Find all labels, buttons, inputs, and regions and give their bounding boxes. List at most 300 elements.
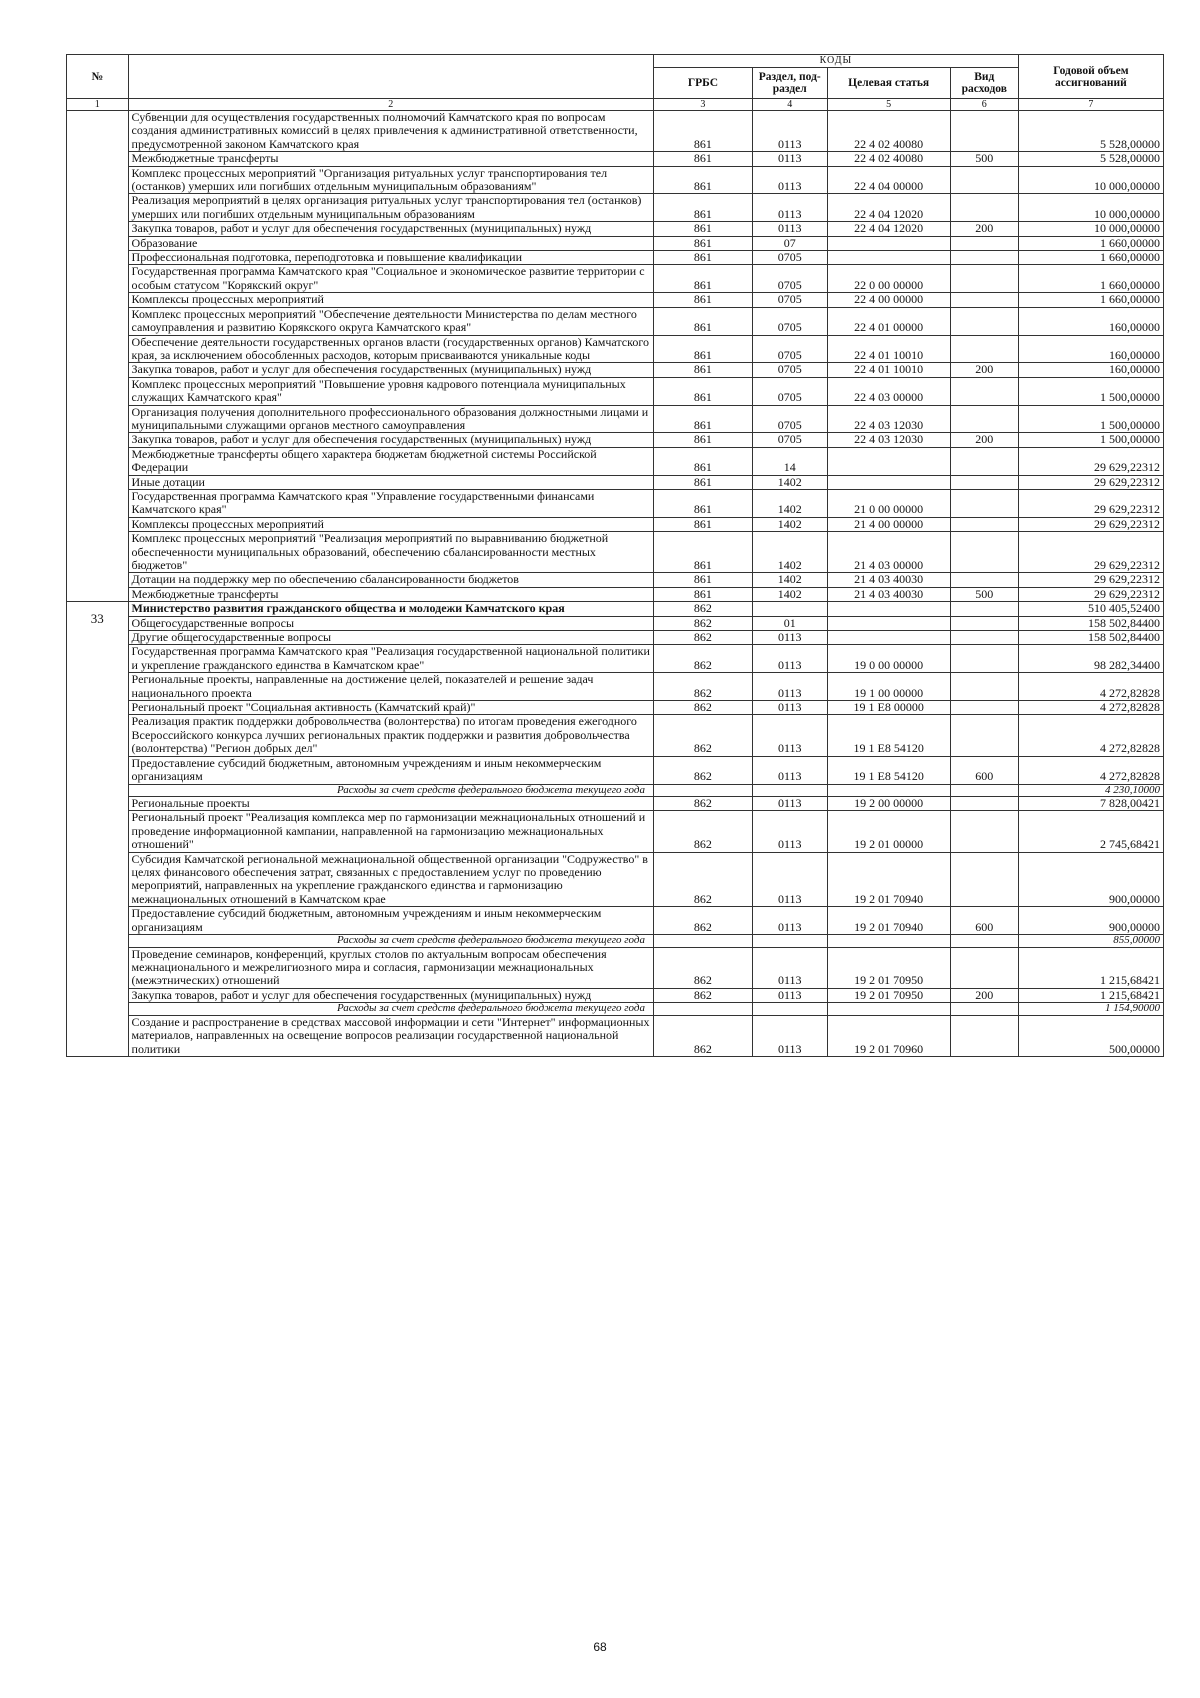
table-row <box>67 907 1164 935</box>
row-razdel: 0113 <box>752 756 827 784</box>
row-grbs: 861 <box>653 307 752 335</box>
row-celevaya-statya <box>827 784 950 797</box>
row-name: Межбюджетные трансферты общего характера бюджетам бюджетной системы Российской Федерации <box>128 447 653 475</box>
row-vid-rashodov <box>950 784 1018 797</box>
row-vid-rashodov: 200 <box>950 988 1018 1002</box>
row-sum: 1 154,90000 <box>1018 1003 1163 1016</box>
row-grbs: 862 <box>653 616 752 630</box>
row-grbs: 861 <box>653 532 752 573</box>
row-name: Комплексы процессных мероприятий <box>128 293 653 307</box>
row-grbs: 861 <box>653 489 752 517</box>
row-sum: 158 502,84400 <box>1018 616 1163 630</box>
row-vid-rashodov <box>950 616 1018 630</box>
row-vid-rashodov <box>950 194 1018 222</box>
note-row <box>67 1003 1164 1016</box>
table-row <box>67 602 1164 616</box>
table-row <box>67 988 1164 1002</box>
header-name <box>128 55 653 99</box>
row-celevaya-statya: 22 4 02 40080 <box>827 152 950 166</box>
row-razdel: 0113 <box>752 811 827 852</box>
row-vid-rashodov <box>950 489 1018 517</box>
row-name: Комплекс процессных мероприятий "Реализация мероприятий по выравниванию бюджетной обеспеченности муниципальных образований, обеспечению сбалансированности местных бюджетов" <box>128 532 653 573</box>
row-grbs: 861 <box>653 335 752 363</box>
row-razdel <box>752 602 827 616</box>
header-idx-1: 1 <box>67 99 129 111</box>
row-razdel: 1402 <box>752 532 827 573</box>
row-celevaya-statya <box>827 935 950 948</box>
header-num: № <box>67 55 129 99</box>
row-grbs: 861 <box>653 363 752 377</box>
row-sum: 5 528,00000 <box>1018 111 1163 152</box>
row-sum: 1 660,00000 <box>1018 265 1163 293</box>
row-grbs: 862 <box>653 852 752 907</box>
row-celevaya-statya: 19 2 01 70960 <box>827 1015 950 1056</box>
row-vid-rashodov <box>950 1003 1018 1016</box>
row-grbs: 861 <box>653 433 752 447</box>
row-name: Другие общегосударственные вопросы <box>128 631 653 645</box>
row-name: Региональные проекты, направленные на достижение целей, показателей и решение задач национального проекта <box>128 673 653 701</box>
table-row <box>67 797 1164 811</box>
row-celevaya-statya: 19 2 01 00000 <box>827 811 950 852</box>
row-name: Предоставление субсидий бюджетным, автономным учреждениям и иным некоммерческим организациям <box>128 907 653 935</box>
row-razdel: 0113 <box>752 194 827 222</box>
row-sum: 4 272,82828 <box>1018 756 1163 784</box>
table-row <box>67 673 1164 701</box>
row-grbs: 861 <box>653 573 752 587</box>
row-celevaya-statya: 19 2 01 70950 <box>827 947 950 988</box>
table-row <box>67 715 1164 756</box>
row-razdel: 0113 <box>752 988 827 1002</box>
row-vid-rashodov: 200 <box>950 433 1018 447</box>
row-name: Государственная программа Камчатского края "Социальное и экономическое развитие территории с особым статусом "Корякский округ" <box>128 265 653 293</box>
row-razdel: 01 <box>752 616 827 630</box>
row-razdel: 0113 <box>752 797 827 811</box>
row-razdel: 0113 <box>752 907 827 935</box>
header-idx-7: 7 <box>1018 99 1163 111</box>
row-razdel: 0705 <box>752 251 827 265</box>
budget-table-page <box>66 54 1164 1057</box>
row-vid-rashodov: 600 <box>950 756 1018 784</box>
row-celevaya-statya <box>827 236 950 250</box>
header-celevaya: Целевая статья <box>827 68 950 99</box>
row-name: Субсидия Камчатской региональной межнациональной общественной организации "Содружество" в целях финансового обеспечения затрат, связанных с предоставлением услуг по проведению мероприятий, направленных на укрепление гражданского единства и гармонизацию межнациональных отношений в Камчатском крае <box>128 852 653 907</box>
row-name: Расходы за счет средств федерального бюджета текущего года <box>128 784 653 797</box>
row-celevaya-statya: 19 2 00 00000 <box>827 797 950 811</box>
row-razdel: 0113 <box>752 1015 827 1056</box>
row-razdel: 0705 <box>752 363 827 377</box>
table-row <box>67 335 1164 363</box>
row-celevaya-statya: 19 2 01 70940 <box>827 907 950 935</box>
row-celevaya-statya <box>827 475 950 489</box>
row-razdel: 14 <box>752 447 827 475</box>
row-vid-rashodov <box>950 265 1018 293</box>
row-vid-rashodov: 500 <box>950 587 1018 601</box>
row-name: Создание и распространение в средствах массовой информации и сети "Интернет" информационных материалов, направленных на освещение вопросов реализации государственной национальной политики <box>128 1015 653 1056</box>
row-vid-rashodov <box>950 701 1018 715</box>
row-razdel: 0113 <box>752 715 827 756</box>
table-row <box>67 532 1164 573</box>
row-sum: 98 282,34400 <box>1018 645 1163 673</box>
table-row <box>67 517 1164 531</box>
row-celevaya-statya: 21 4 00 00000 <box>827 517 950 531</box>
row-celevaya-statya: 22 4 03 12030 <box>827 433 950 447</box>
row-vid-rashodov: 600 <box>950 907 1018 935</box>
row-name: Государственная программа Камчатского края "Реализация государственной национальной политики и укрепление гражданского единства в Камчатском крае" <box>128 645 653 673</box>
row-grbs: 862 <box>653 602 752 616</box>
row-celevaya-statya <box>827 631 950 645</box>
row-celevaya-statya <box>827 616 950 630</box>
row-razdel: 0705 <box>752 433 827 447</box>
row-sum: 29 629,22312 <box>1018 573 1163 587</box>
row-celevaya-statya: 22 4 03 00000 <box>827 377 950 405</box>
row-grbs: 861 <box>653 405 752 433</box>
row-vid-rashodov <box>950 935 1018 948</box>
row-grbs: 861 <box>653 587 752 601</box>
row-razdel: 1402 <box>752 489 827 517</box>
row-celevaya-statya: 21 4 03 40030 <box>827 587 950 601</box>
row-name: Комплекс процессных мероприятий "Повышение уровня кадрового потенциала муниципальных служащих Камчатского края" <box>128 377 653 405</box>
row-sum: 4 272,82828 <box>1018 701 1163 715</box>
table-row <box>67 405 1164 433</box>
row-name: Комплексы процессных мероприятий <box>128 517 653 531</box>
row-grbs: 861 <box>653 166 752 194</box>
row-vid-rashodov: 200 <box>950 363 1018 377</box>
table-row <box>67 947 1164 988</box>
row-name: Реализация мероприятий в целях организация ритуальных услуг транспортирования тел (останков) умерших или погибших отдельным муниципальным образованиям <box>128 194 653 222</box>
row-vid-rashodov <box>950 645 1018 673</box>
row-name: Субвенции для осуществления государственных полномочий Камчатского края по вопросам создания административных комиссий в целях привлечения к административной ответственности, предусмотренной законом Камчатского края <box>128 111 653 152</box>
row-vid-rashodov <box>950 293 1018 307</box>
table-body <box>67 111 1164 1057</box>
row-sum: 510 405,52400 <box>1018 602 1163 616</box>
table-row <box>67 433 1164 447</box>
row-razdel: 0113 <box>752 852 827 907</box>
row-sum: 29 629,22312 <box>1018 475 1163 489</box>
table-row <box>67 616 1164 630</box>
table-row <box>67 152 1164 166</box>
row-celevaya-statya: 21 4 03 00000 <box>827 532 950 573</box>
note-row <box>67 784 1164 797</box>
row-grbs: 861 <box>653 152 752 166</box>
row-vid-rashodov <box>950 335 1018 363</box>
row-sum: 500,00000 <box>1018 1015 1163 1056</box>
row-razdel: 1402 <box>752 573 827 587</box>
row-celevaya-statya <box>827 447 950 475</box>
row-grbs: 862 <box>653 797 752 811</box>
row-razdel: 0113 <box>752 631 827 645</box>
row-grbs: 861 <box>653 111 752 152</box>
table-row <box>67 251 1164 265</box>
row-vid-rashodov <box>950 631 1018 645</box>
row-grbs: 862 <box>653 907 752 935</box>
row-vid-rashodov <box>950 852 1018 907</box>
section-number: 33 <box>67 602 129 1057</box>
row-celevaya-statya: 19 1 E8 54120 <box>827 715 950 756</box>
row-name: Расходы за счет средств федерального бюджета текущего года <box>128 935 653 948</box>
row-name: Межбюджетные трансферты <box>128 152 653 166</box>
section-number-cell <box>67 111 129 602</box>
row-celevaya-statya: 22 4 01 00000 <box>827 307 950 335</box>
row-name: Иные дотации <box>128 475 653 489</box>
row-vid-rashodov <box>950 447 1018 475</box>
table-header <box>67 55 1164 111</box>
row-razdel: 0705 <box>752 405 827 433</box>
row-name: Закупка товаров, работ и услуг для обеспечения государственных (муниципальных) нужд <box>128 363 653 377</box>
row-celevaya-statya: 22 0 00 00000 <box>827 265 950 293</box>
row-sum: 29 629,22312 <box>1018 447 1163 475</box>
row-sum: 2 745,68421 <box>1018 811 1163 852</box>
row-sum: 4 230,10000 <box>1018 784 1163 797</box>
table-row <box>67 265 1164 293</box>
table-row <box>67 377 1164 405</box>
row-vid-rashodov <box>950 715 1018 756</box>
row-sum: 160,00000 <box>1018 307 1163 335</box>
table-row <box>67 363 1164 377</box>
row-razdel: 0705 <box>752 335 827 363</box>
header-idx-5: 5 <box>827 99 950 111</box>
row-vid-rashodov <box>950 111 1018 152</box>
row-sum: 158 502,84400 <box>1018 631 1163 645</box>
row-name: Закупка товаров, работ и услуг для обеспечения государственных (муниципальных) нужд <box>128 222 653 236</box>
row-name: Проведение семинаров, конференций, круглых столов по актуальным вопросам обеспечения межнационального и межрелигиозного мира и согласия, гармонизации межнациональных (межэтнических) отношений <box>128 947 653 988</box>
row-sum: 29 629,22312 <box>1018 587 1163 601</box>
table-row <box>67 236 1164 250</box>
header-razdel: Раздел, под-раздел <box>752 68 827 99</box>
row-razdel: 0113 <box>752 111 827 152</box>
row-sum: 160,00000 <box>1018 363 1163 377</box>
row-celevaya-statya: 22 4 01 10010 <box>827 363 950 377</box>
table-row <box>67 489 1164 517</box>
row-sum: 29 629,22312 <box>1018 489 1163 517</box>
row-grbs: 862 <box>653 645 752 673</box>
table-row <box>67 475 1164 489</box>
row-sum: 1 215,68421 <box>1018 947 1163 988</box>
row-razdel: 1402 <box>752 517 827 531</box>
row-grbs: 861 <box>653 475 752 489</box>
row-razdel: 0113 <box>752 673 827 701</box>
row-sum: 1 500,00000 <box>1018 433 1163 447</box>
table-row <box>67 293 1164 307</box>
row-name: Закупка товаров, работ и услуг для обеспечения государственных (муниципальных) нужд <box>128 988 653 1002</box>
row-grbs: 861 <box>653 251 752 265</box>
row-celevaya-statya: 22 4 03 12030 <box>827 405 950 433</box>
row-razdel: 07 <box>752 236 827 250</box>
row-grbs: 862 <box>653 715 752 756</box>
row-name: Государственная программа Камчатского края "Управление государственными финансами Камчатского края" <box>128 489 653 517</box>
row-vid-rashodov <box>950 405 1018 433</box>
row-grbs: 862 <box>653 631 752 645</box>
row-celevaya-statya: 19 0 00 00000 <box>827 645 950 673</box>
row-razdel <box>752 935 827 948</box>
row-razdel: 0113 <box>752 152 827 166</box>
row-sum: 10 000,00000 <box>1018 194 1163 222</box>
row-celevaya-statya: 19 2 01 70950 <box>827 988 950 1002</box>
row-vid-rashodov <box>950 1015 1018 1056</box>
row-celevaya-statya: 22 4 02 40080 <box>827 111 950 152</box>
row-grbs <box>653 1003 752 1016</box>
row-razdel <box>752 1003 827 1016</box>
row-celevaya-statya: 21 0 00 00000 <box>827 489 950 517</box>
row-name: Министерство развития гражданского общества и молодежи Камчатского края <box>128 602 653 616</box>
row-vid-rashodov <box>950 307 1018 335</box>
row-celevaya-statya: 22 4 00 00000 <box>827 293 950 307</box>
row-name: Профессиональная подготовка, переподготовка и повышение квалификации <box>128 251 653 265</box>
row-sum: 10 000,00000 <box>1018 222 1163 236</box>
row-razdel: 0705 <box>752 293 827 307</box>
row-razdel: 0705 <box>752 307 827 335</box>
table-row <box>67 587 1164 601</box>
header-idx-6: 6 <box>950 99 1018 111</box>
row-vid-rashodov <box>950 673 1018 701</box>
row-name: Предоставление субсидий бюджетным, автономным учреждениям и иным некоммерческим организациям <box>128 756 653 784</box>
table-row <box>67 194 1164 222</box>
row-vid-rashodov <box>950 797 1018 811</box>
row-name: Закупка товаров, работ и услуг для обеспечения государственных (муниципальных) нужд <box>128 433 653 447</box>
row-razdel: 0113 <box>752 701 827 715</box>
row-name: Региональный проект "Реализация комплекса мер по гармонизации межнациональных отношений и проведение информационной кампании, направленной на гармонизацию межнациональных отношений" <box>128 811 653 852</box>
row-sum: 1 215,68421 <box>1018 988 1163 1002</box>
row-celevaya-statya: 22 4 04 12020 <box>827 222 950 236</box>
row-razdel: 0113 <box>752 947 827 988</box>
row-grbs: 861 <box>653 447 752 475</box>
row-name: Региональные проекты <box>128 797 653 811</box>
row-sum: 1 660,00000 <box>1018 236 1163 250</box>
row-vid-rashodov <box>950 947 1018 988</box>
table-row <box>67 166 1164 194</box>
row-vid-rashodov <box>950 377 1018 405</box>
row-grbs: 862 <box>653 701 752 715</box>
row-grbs: 861 <box>653 194 752 222</box>
row-sum: 1 660,00000 <box>1018 293 1163 307</box>
row-celevaya-statya <box>827 602 950 616</box>
table-row <box>67 222 1164 236</box>
row-sum: 900,00000 <box>1018 907 1163 935</box>
row-grbs: 862 <box>653 673 752 701</box>
row-vid-rashodov <box>950 602 1018 616</box>
row-sum: 855,00000 <box>1018 935 1163 948</box>
row-grbs <box>653 784 752 797</box>
note-row <box>67 935 1164 948</box>
header-codes: КОДЫ <box>653 55 1018 68</box>
row-grbs: 861 <box>653 377 752 405</box>
row-razdel: 0705 <box>752 265 827 293</box>
row-celevaya-statya: 19 1 00 00000 <box>827 673 950 701</box>
table-row <box>67 756 1164 784</box>
row-razdel <box>752 784 827 797</box>
row-vid-rashodov <box>950 573 1018 587</box>
row-name: Расходы за счет средств федерального бюджета текущего года <box>128 1003 653 1016</box>
row-celevaya-statya: 19 1 E8 00000 <box>827 701 950 715</box>
row-name: Образование <box>128 236 653 250</box>
row-sum: 7 828,00421 <box>1018 797 1163 811</box>
row-razdel: 0113 <box>752 166 827 194</box>
row-sum: 29 629,22312 <box>1018 532 1163 573</box>
row-grbs <box>653 935 752 948</box>
row-celevaya-statya: 21 4 03 40030 <box>827 573 950 587</box>
table-row <box>67 645 1164 673</box>
row-grbs: 862 <box>653 756 752 784</box>
row-name: Организация получения дополнительного профессионального образования должностными лицами и муниципальными служащими органов местного самоуправления <box>128 405 653 433</box>
table-row <box>67 573 1164 587</box>
row-celevaya-statya <box>827 1003 950 1016</box>
row-razdel: 1402 <box>752 475 827 489</box>
header-idx-3: 3 <box>653 99 752 111</box>
row-grbs: 861 <box>653 222 752 236</box>
table-row <box>67 1015 1164 1056</box>
row-razdel: 0705 <box>752 377 827 405</box>
header-idx-2: 2 <box>128 99 653 111</box>
row-grbs: 862 <box>653 947 752 988</box>
row-name: Региональный проект "Социальная активность (Камчатский край)" <box>128 701 653 715</box>
table-row <box>67 447 1164 475</box>
row-celevaya-statya: 22 4 04 12020 <box>827 194 950 222</box>
table-row <box>67 631 1164 645</box>
row-grbs: 861 <box>653 293 752 307</box>
table-row <box>67 307 1164 335</box>
row-name: Общегосударственные вопросы <box>128 616 653 630</box>
row-sum: 1 500,00000 <box>1018 377 1163 405</box>
row-grbs: 862 <box>653 811 752 852</box>
row-vid-rashodov <box>950 811 1018 852</box>
row-sum: 1 660,00000 <box>1018 251 1163 265</box>
row-name: Дотации на поддержку мер по обеспечению сбалансированности бюджетов <box>128 573 653 587</box>
row-name: Комплекс процессных мероприятий "Обеспечение деятельности Министерства по делам местного самоуправления и развитию Корякского округа Камчатского края" <box>128 307 653 335</box>
row-vid-rashodov: 500 <box>950 152 1018 166</box>
row-celevaya-statya: 19 2 01 70940 <box>827 852 950 907</box>
row-sum: 4 272,82828 <box>1018 715 1163 756</box>
row-vid-rashodov: 200 <box>950 222 1018 236</box>
row-sum: 4 272,82828 <box>1018 673 1163 701</box>
row-celevaya-statya: 22 4 04 00000 <box>827 166 950 194</box>
row-razdel: 1402 <box>752 587 827 601</box>
row-razdel: 0113 <box>752 222 827 236</box>
row-name: Обеспечение деятельности государственных органов власти (государственных органов) Камчатского края, за исключением обособленных расходов, которым присваиваются уникальные коды <box>128 335 653 363</box>
table-row <box>67 111 1164 152</box>
page-number: 68 <box>593 1640 607 1654</box>
row-celevaya-statya <box>827 251 950 265</box>
row-grbs: 861 <box>653 517 752 531</box>
row-celevaya-statya: 19 1 E8 54120 <box>827 756 950 784</box>
row-sum: 900,00000 <box>1018 852 1163 907</box>
table-row <box>67 811 1164 852</box>
table-row <box>67 852 1164 907</box>
row-grbs: 861 <box>653 265 752 293</box>
header-idx-4: 4 <box>752 99 827 111</box>
row-vid-rashodov <box>950 517 1018 531</box>
row-name: Межбюджетные трансферты <box>128 587 653 601</box>
row-vid-rashodov <box>950 251 1018 265</box>
header-vid: Вид расходов <box>950 68 1018 99</box>
table-row <box>67 701 1164 715</box>
budget-table <box>66 54 1164 1057</box>
header-grbs: ГРБС <box>653 68 752 99</box>
row-grbs: 862 <box>653 1015 752 1056</box>
row-name: Комплекс процессных мероприятий "Организация ритуальных услуг транспортирования тел (останков) умерших или погибших отдельным муниципальным образованиям" <box>128 166 653 194</box>
row-vid-rashodov <box>950 475 1018 489</box>
row-sum: 29 629,22312 <box>1018 517 1163 531</box>
row-vid-rashodov <box>950 236 1018 250</box>
row-sum: 5 528,00000 <box>1018 152 1163 166</box>
row-vid-rashodov <box>950 166 1018 194</box>
row-sum: 160,00000 <box>1018 335 1163 363</box>
row-sum: 1 500,00000 <box>1018 405 1163 433</box>
row-razdel: 0113 <box>752 645 827 673</box>
row-grbs: 861 <box>653 236 752 250</box>
row-grbs: 862 <box>653 988 752 1002</box>
row-vid-rashodov <box>950 532 1018 573</box>
row-celevaya-statya: 22 4 01 10010 <box>827 335 950 363</box>
row-name: Реализация практик поддержки добровольчества (волонтерства) по итогам проведения ежегодного Всероссийского конкурса лучших региональных практик поддержки и развития добровольчества (волонтерства) "Регион добрых дел" <box>128 715 653 756</box>
